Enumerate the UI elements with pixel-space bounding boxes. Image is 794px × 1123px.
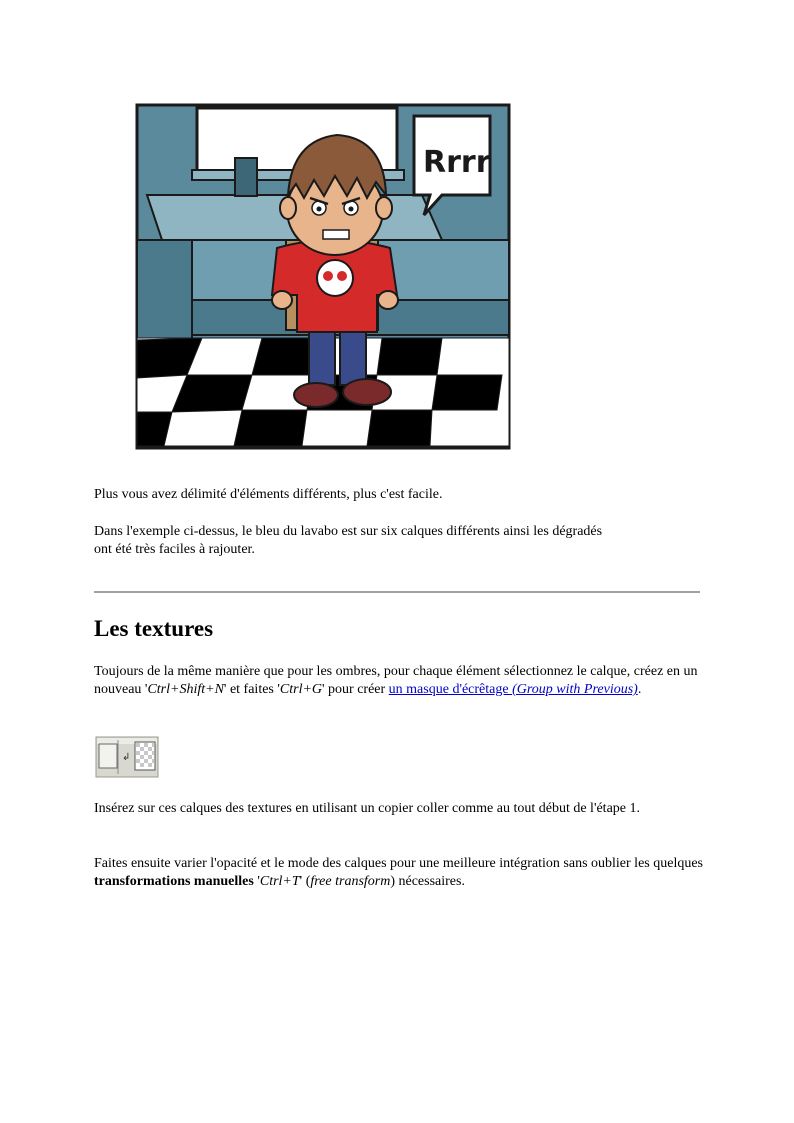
p5-text-2: ' [253,874,260,889]
intro-paragraph-2-line2: ont été très faciles à rajouter. [94,542,255,557]
p5-text-3: ' ( [299,874,311,889]
clipping-mask-link-italic[interactable]: (Group with Previous) [512,682,638,697]
intro-paragraph-2-line1: Dans l'exemple ci-dessus, le bleu du lavabo est sur six calques différents ainsi les dégradés [94,524,603,539]
layer-clipping-icon [95,736,159,778]
p3-text-1: Toujours de la même manière que pour les ombres, pour chaque élément sélectionnez le calque, créez en un nouveau ' [94,664,698,697]
clipping-mask-link[interactable] [389,682,638,697]
section-heading: Les textures [94,616,214,641]
svg-text:↲: ↲ [122,752,131,763]
p5-text-1: Faites ensuite varier l'opacité et le mode des calques pour une meilleure intégration sans oublier les quelques [94,856,703,871]
intro-paragraph-1: Plus vous avez délimité d'éléments différents, plus c'est facile. [94,487,443,502]
shortcut-group: Ctrl+G [279,682,323,697]
comic-illustration [92,100,522,468]
p3-text-3: ' pour créer [322,682,389,697]
clipping-mask-link-text[interactable]: un masque d'écrêtage [388,682,513,697]
textures-paragraph-3 [94,855,704,891]
transparency-thumbnail [135,742,155,770]
p3-end: . [637,682,642,697]
textures-paragraph-2: Insérez sur ces calques des textures en utilisant un copier coller comme au tout début de l'étape 1. [94,801,640,816]
p5-italic: free transform [310,874,391,889]
shortcut-new-layer: Ctrl+Shift+N [147,682,224,697]
speech-bubble-text: Rrrr [423,145,491,180]
horizontal-rule [94,591,700,593]
p5-bold: transformations manuelles [94,874,254,889]
p5-text-4: ) nécessaires. [390,874,465,889]
p3-text-2: ' et faites ' [223,682,280,697]
shortcut-transform: Ctrl+T [259,874,300,889]
textures-paragraph-1 [94,663,704,699]
intro-paragraph-2 [94,523,704,559]
